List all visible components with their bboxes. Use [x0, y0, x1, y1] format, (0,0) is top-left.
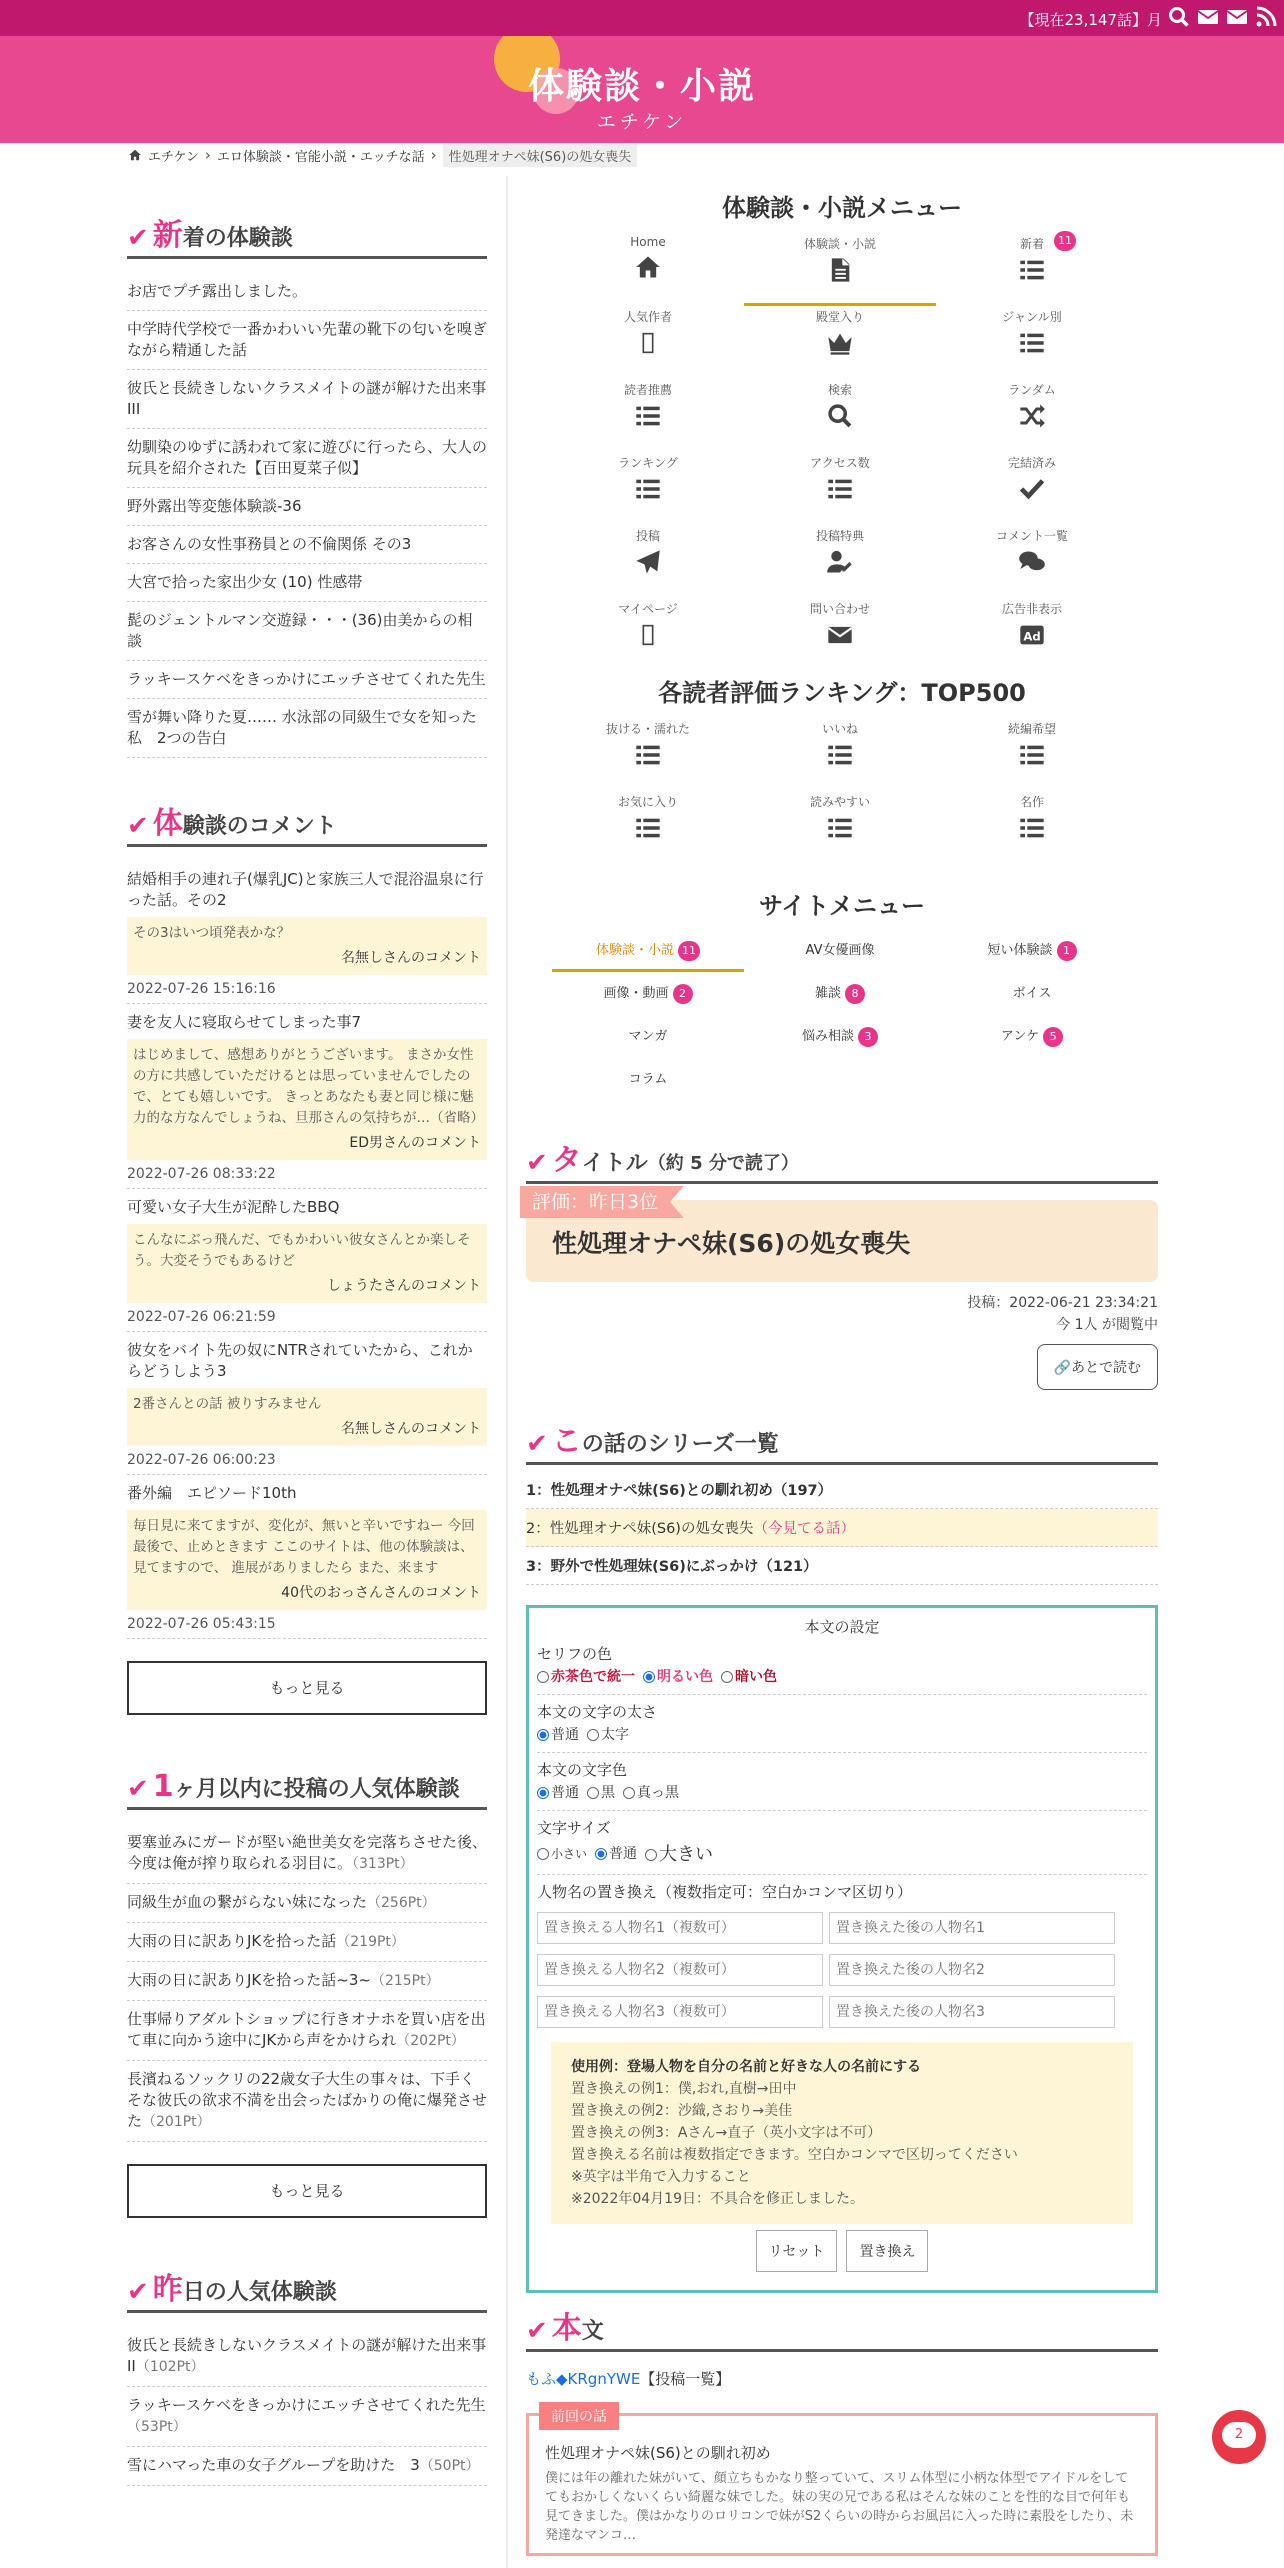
menu-item-label: いいね [821, 722, 858, 736]
usage-help [551, 2042, 1133, 2224]
list-icon [634, 814, 662, 842]
count-badge: 2 [673, 984, 693, 1004]
author-posts-link[interactable]: 【投稿一覧】 [640, 2370, 731, 2388]
menu-item[interactable] [552, 306, 744, 379]
menu-item-label: 投稿 [635, 529, 660, 543]
story-link[interactable]: ラッキースケベをきっかけにエッチさせてくれた先生 [127, 661, 487, 699]
font-color-option[interactable]: 黒 [587, 1782, 615, 1802]
usage-line: ※英字は半角で入力すること [571, 2169, 751, 2185]
popular-month-section [127, 1771, 487, 2218]
story-title[interactable]: 大雨の日に訳ありJKを拾った話~3~ [127, 1971, 371, 1989]
mail-icon[interactable] [1196, 5, 1220, 29]
menu-title: 体験談・小説メニュー [722, 194, 962, 222]
comments-section [127, 808, 487, 1715]
apply-replace-button[interactable]: 置き換え [846, 2230, 928, 2272]
comment-body [127, 1039, 487, 1160]
comment-text: はじめまして、感想ありがとうございます。 まさか女性の方に共感していただけるとは思っていませんでしたので、とても嬉しいです。 きっとあなたも妻と同じ様に魅力的な方なんでしょうね、旦那さんの気持ちが…（省略） [133, 1047, 484, 1126]
list-icon [826, 741, 854, 769]
group-label: 人物名の置き換え（複数指定可：空白かコンマ区切り） [537, 1883, 913, 1901]
replace-to-input[interactable] [829, 1912, 1115, 1944]
font-size-group [537, 1811, 1147, 1875]
heading-initial: 体 [152, 806, 183, 841]
popular-story-link[interactable] [127, 1962, 487, 2001]
story-points: （53Pt） [127, 2419, 187, 2435]
font-size-option[interactable]: 普通 [595, 1843, 637, 1863]
site-menu-item[interactable] [552, 972, 744, 1015]
site-menu-label: 短い体験談 [987, 943, 1053, 958]
popular-story-link[interactable] [127, 2387, 487, 2447]
site-menu-label: 画像・動画 [603, 986, 669, 1001]
group-label: 本文の文字の太さ [537, 1703, 658, 1721]
section-heading: 文 [581, 2319, 604, 2344]
series-item[interactable] [526, 1471, 1158, 1509]
site-menu-item[interactable] [936, 1015, 1128, 1058]
menu-item-label: お気に入り [617, 795, 678, 809]
site-title[interactable]: 体験談・小説 [527, 66, 756, 107]
comment-story-link[interactable]: 妻を友人に寝取らせてしまった事7 [127, 1013, 362, 1031]
menu-item-label: 抜ける・濡れた [605, 722, 690, 736]
comment-author: 名無しさんのコメント [341, 1421, 481, 1437]
series-section [526, 1426, 1158, 1585]
usage-line: ※2022年04月19日：不具合を修正しました。 [571, 2191, 864, 2207]
comment-item [127, 1189, 487, 1332]
comment-item [127, 1475, 487, 1639]
popular-story-link[interactable] [127, 2001, 487, 2061]
comment-item [127, 861, 487, 1004]
replace-from-input[interactable] [537, 1996, 823, 2028]
section-heading: イトル [581, 1151, 648, 1176]
story-title: 性処理オナペ妹(S6)の処女喪失 [552, 1229, 911, 1258]
story-title[interactable]: 彼氏と長続きしないクラスメイトの謎が解けた出来事II [127, 2336, 487, 2375]
search-icon [826, 402, 854, 430]
box-icon [634, 329, 662, 357]
story-link[interactable]: 幼馴染のゆずに誘われて家に遊びに行ったら、大人の玩具を紹介された【百田夏菜子似】 [127, 429, 487, 488]
count-badge: 11 [1054, 231, 1076, 251]
site-menu-title: サイトメニュー [758, 892, 926, 920]
popular-story-link[interactable] [127, 1824, 487, 1884]
paperclip-icon: 🔗 [1053, 1360, 1071, 1376]
menu-item[interactable] [552, 718, 744, 791]
reset-button[interactable]: リセット [756, 2230, 838, 2272]
menu-item-label: 名作 [1019, 795, 1044, 809]
heading-initial: こ [551, 1424, 582, 1459]
menu-item[interactable] [744, 791, 936, 864]
site-header [0, 36, 1284, 143]
section-heading: の話のシリーズ一覧 [581, 1432, 779, 1457]
comment-text: 毎日見に来てますが、変化が、無いと辛いですねー 今回最後で、止めときます ここのサイトは、他の体験談は、見てますので、 進展がありましたら また、来ます [133, 1518, 475, 1576]
font-color-option[interactable]: 普通 [537, 1782, 579, 1802]
read-later-label: あとで読む [1071, 1360, 1141, 1376]
list-icon [634, 475, 662, 503]
check-icon: ✔ [127, 2277, 149, 2307]
story-title[interactable]: 仕事帰りアダルトショップに行きオナホを買い店を出て車に向かう途中にJKから声をかけられ [127, 2010, 486, 2049]
menu-item-label: 殿堂入り [815, 310, 864, 324]
comment-author: ED男さんのコメント [349, 1135, 481, 1151]
comment-author: しょうたさんのコメント [327, 1278, 481, 1294]
heading-initial: 新 [152, 218, 183, 253]
user-edit-icon [826, 548, 854, 576]
series-title[interactable]: 1：性処理オナペ妹(S6)との馴れ初め（197） [526, 1483, 833, 1499]
menu-item-label: 完結済み [1007, 456, 1056, 470]
check-icon: ✔ [526, 1429, 548, 1459]
menu-item[interactable] [936, 306, 1128, 379]
more-comments-button[interactable]: もっと見る [127, 1661, 487, 1715]
main-content [526, 176, 1158, 2556]
site-menu-item[interactable] [936, 972, 1128, 1015]
site-menu-label: ボイス [1012, 986, 1052, 1001]
menu-item-label: アクセス数 [810, 456, 870, 470]
list-icon [826, 475, 854, 503]
replace-to-input[interactable] [829, 1954, 1115, 1986]
comment-date: 2022-07-26 05:43:15 [127, 1616, 276, 1632]
popular-story-link[interactable] [127, 1923, 487, 1962]
comment-story-link[interactable]: 結婚相手の連れ子(爆乳JC)と家族三人で混浴温泉に行った話。その2 [127, 870, 484, 909]
menu-item[interactable] [552, 452, 744, 525]
serif-color-option[interactable]: 明るい色 [643, 1666, 713, 1686]
usage-line: 置き換える名前は複数指定できます。空白かコンマで区切ってください [571, 2147, 1018, 2163]
comment-text: 2番さんとの話 被りすみません [133, 1396, 322, 1412]
menu-item[interactable] [744, 525, 936, 598]
menu-item[interactable] [744, 452, 936, 525]
series-item[interactable] [526, 1509, 1158, 1547]
menu-item-label: ジャンル別 [1002, 310, 1062, 324]
check-icon [1018, 475, 1046, 503]
count-badge: 3 [858, 1027, 878, 1047]
author-link[interactable]: もふ◆KRgnYWE [526, 2370, 641, 2388]
chevron-right-icon: › [204, 146, 211, 164]
usage-heading: 使用例：登場人物を自分の名前と好きな人の名前にする [571, 2059, 921, 2075]
read-later-button[interactable] [1037, 1344, 1158, 1390]
comment-story-link[interactable]: 番外編 エピソード10th [127, 1484, 297, 1502]
previous-story-box[interactable] [526, 2409, 1158, 2556]
serif-color-option[interactable]: 暗い色 [721, 1666, 777, 1686]
story-link[interactable]: 野外露出等変態体験談-36 [127, 488, 487, 526]
font-weight-option[interactable]: 普通 [537, 1724, 579, 1744]
column-divider [506, 176, 508, 2568]
site-menu-label: コラム [628, 1072, 668, 1087]
check-icon: ✔ [127, 811, 149, 841]
chat-count: 2 [1222, 2422, 1256, 2448]
menu-item[interactable] [936, 525, 1128, 598]
comment-body [127, 1224, 487, 1303]
story-title-box [526, 1191, 1158, 1282]
usage-line: 置き換えの例2：沙織,さおり→美佳 [571, 2103, 793, 2119]
comment-body [127, 1510, 487, 1610]
menu-item-label: マイページ [618, 602, 678, 616]
menu-item-label: 新着 [1019, 237, 1044, 251]
site-menu-item[interactable] [744, 929, 936, 972]
heading-initial: タ [551, 1143, 582, 1178]
body-section [526, 2313, 1158, 2556]
comment-text: その3はいつ頃発表かな？ [133, 925, 291, 941]
popular-story-link[interactable] [127, 2447, 487, 2486]
list-icon [634, 402, 662, 430]
count-badge: 8 [845, 984, 865, 1004]
settings-title: 本文の設定 [804, 1618, 880, 1636]
list-icon [1018, 256, 1046, 284]
group-label: 文字サイズ [537, 1819, 611, 1837]
menu-item-label: 投稿特典 [815, 529, 864, 543]
previous-story-title[interactable]: 性処理オナペ妹(S6)との馴れ初め [545, 2444, 771, 2462]
site-menu-item[interactable] [552, 929, 744, 972]
count-badge: 1 [1057, 941, 1077, 961]
check-icon: ✔ [127, 1774, 149, 1804]
section-heading: 験談のコメント [182, 814, 337, 839]
menu-item-label: 読者推薦 [623, 383, 672, 397]
site-subtitle: エチケン [596, 111, 688, 133]
previous-story-tag: 前回の話 [539, 2402, 619, 2430]
chevron-right-icon: › [430, 146, 437, 164]
replace-to-input[interactable] [829, 1996, 1115, 2028]
story-title[interactable]: 要塞並みにガードが堅い絶世美女を完落ちさせた後、今度は俺が搾り取られる羽目に。 [127, 1833, 488, 1872]
serif-color-option[interactable]: 赤茶色で統一 [537, 1666, 635, 1686]
story-points: （215Pt） [370, 1973, 440, 1989]
title-section [526, 1145, 1158, 1390]
rss-icon[interactable] [1254, 5, 1278, 29]
comment-date: 2022-07-26 06:00:23 [127, 1452, 276, 1468]
menu-item[interactable] [552, 525, 744, 598]
menu-item[interactable] [744, 379, 936, 452]
comment-date: 2022-07-26 15:16:16 [127, 981, 276, 997]
home-icon [634, 253, 662, 281]
current-marker: （今見てる話） [753, 1521, 855, 1537]
story-link[interactable]: 髭のジェントルマン交遊録・・・(36)由美からの相談 [127, 602, 487, 661]
crown-icon [826, 329, 854, 357]
font-size-option[interactable]: 大きい [645, 1840, 713, 1866]
story-link[interactable]: お店でプチ露出しました。 [127, 273, 487, 311]
site-menu-label: 悩み相談 [801, 1029, 854, 1044]
group-label: 本文の文字色 [537, 1761, 628, 1779]
menu-item-label: コメント一覧 [995, 529, 1068, 543]
site-menu-item[interactable] [936, 929, 1128, 972]
story-count-text: 【現在23,147話】月 [1019, 11, 1162, 29]
comments-icon [1018, 548, 1046, 576]
story-points: （202Pt） [396, 2033, 465, 2049]
menu-item-label: Home [630, 235, 666, 249]
comment-date: 2022-07-26 08:33:22 [127, 1166, 276, 1182]
comment-body [127, 1388, 487, 1446]
site-menu-item[interactable] [552, 1058, 744, 1101]
send-icon [634, 548, 662, 576]
menu-item[interactable] [936, 452, 1128, 525]
comment-date: 2022-07-26 06:21:59 [127, 1309, 276, 1325]
new-stories-section [127, 220, 487, 758]
font-size-option[interactable]: 小さい [537, 1845, 587, 1862]
comment-author: 名無しさんのコメント [341, 950, 481, 966]
breadcrumb [128, 144, 637, 166]
menu-item[interactable] [744, 718, 936, 791]
site-menu-item[interactable] [744, 972, 936, 1015]
comment-body [127, 917, 487, 975]
menu-item[interactable] [936, 379, 1128, 452]
heading-initial: 昨 [152, 2272, 183, 2307]
box-icon [634, 621, 662, 649]
story-link[interactable]: 中学時代学校で一番かわいい先輩の靴下の匂いを嗅ぎながら精通した話 [127, 311, 487, 370]
list-icon [826, 814, 854, 842]
story-points: （50Pt） [419, 2458, 480, 2474]
popular-story-link[interactable] [127, 2327, 487, 2387]
usage-line: 置き換えの例3：Aさん→直子（英小文字は不可） [571, 2125, 882, 2141]
previous-story-excerpt: 僕には年の離れた妹がいて、顔立ちもかなり整っていて、スリム体型に小柄な体型でアイドルをしててもおかしくないくらい綺麗な妹でした。妹の実の兄である私はそんな妹のことを性的な目で何年も見てきました。僕はかなりのロリコンで妹がS2くらいの時からお風呂に入った時に素股をしたり、未発達なマンコ… [545, 2471, 1134, 2543]
series-title[interactable]: 3：野外で性処理妹(S6)にぶっかけ（121） [526, 1559, 818, 1575]
series-title[interactable]: 2：性処理オナペ妹(S6)の処女喪失 [526, 1521, 754, 1537]
site-menu-label: アンケ [1000, 1029, 1040, 1044]
name-replace-group [537, 1875, 1147, 2028]
more-popular-button[interactable]: もっと見る [127, 2164, 487, 2218]
comment-story-link[interactable]: 彼女をバイト先の奴にNTRされていたから、これからどうしよう3 [127, 1341, 473, 1380]
check-icon: ✔ [127, 223, 149, 253]
story-points: （201Pt） [142, 2114, 211, 2130]
font-weight-option[interactable]: 太字 [587, 1724, 629, 1744]
menu-item-label: ランダム [1008, 383, 1056, 397]
story-points: （313Pt） [352, 1856, 414, 1872]
site-menu-item[interactable] [552, 1015, 744, 1058]
menu-item-label: ランキング [618, 456, 678, 470]
replace-from-input[interactable] [537, 1954, 823, 1986]
menu-item[interactable] [936, 233, 1128, 306]
post-date: 投稿：2022-06-21 23:34:21 [967, 1295, 1158, 1311]
story-points: （219Pt） [336, 1934, 405, 1950]
story-points: （256Pt） [367, 1895, 436, 1911]
menu-item-label: 続編希望 [1007, 722, 1056, 736]
font-weight-group [537, 1695, 1147, 1753]
site-menu-item[interactable] [744, 1015, 936, 1058]
comment-text: こんなにぶっ飛んだ、でもかわいい彼女さんとか楽しそう。大変そうでもあるけど [133, 1232, 471, 1269]
popular-story-link[interactable] [127, 2061, 487, 2142]
ranking-title: 各読者評価ランキング：TOP500 [658, 679, 1026, 707]
menu-item[interactable] [552, 379, 744, 452]
shuffle-icon [1018, 402, 1046, 430]
group-label: セリフの色 [537, 1645, 613, 1663]
comment-story-link[interactable]: 可愛い女子大生が泥酔したBBQ [127, 1198, 340, 1216]
story-title[interactable]: 長濱ねるソックリの22歳女子大生の事々は、下手くそな彼氏の欲求不満を出会ったばかりの俺に爆発させた [127, 2070, 488, 2130]
menu-item[interactable] [744, 598, 936, 671]
home-icon [128, 148, 142, 162]
file-icon [826, 256, 854, 284]
breadcrumb-home[interactable]: エチケン [148, 149, 199, 165]
rating-ribbon: 評価：昨日3位 [520, 1186, 670, 1218]
comment-item [127, 1332, 487, 1475]
story-link[interactable]: 雪が舞い降りた夏…… 水泳部の同級生で女を知った私 2つの告白 [127, 699, 487, 758]
menu-item-label: 人気作者 [623, 310, 672, 324]
text-settings-panel [526, 1605, 1158, 2293]
list-icon [634, 741, 662, 769]
replace-from-input[interactable] [537, 1912, 823, 1944]
menu-item[interactable] [552, 598, 744, 671]
heading-initial: 本 [551, 2311, 582, 2346]
top-bar [0, 0, 1284, 36]
comment-item [127, 1004, 487, 1189]
ad-icon [1018, 621, 1046, 649]
check-icon: ✔ [526, 1148, 548, 1178]
menu-item[interactable] [936, 718, 1128, 791]
count-badge: 11 [678, 941, 700, 961]
count-badge: 5 [1043, 1027, 1063, 1047]
section-heading: 日の人気体験談 [182, 2280, 337, 2305]
check-icon: ✔ [526, 2316, 548, 2346]
site-menu-label: 体験談・小説 [595, 943, 674, 958]
search-icon[interactable] [1167, 5, 1191, 29]
section-heading: 着の体験談 [182, 226, 293, 251]
menu-item[interactable] [744, 306, 936, 379]
popular-yesterday-section [127, 2274, 487, 2486]
story-title[interactable]: ラッキースケベをきっかけにエッチさせてくれた先生 [127, 2396, 486, 2414]
story-link[interactable]: 彼氏と長続きしないクラスメイトの謎が解けた出来事III [127, 370, 487, 429]
menu-item-label: 広告非表示 [1001, 602, 1062, 616]
menu-item[interactable] [744, 233, 936, 306]
series-item[interactable] [526, 1547, 1158, 1585]
menu-item-label: 読みやすい [809, 795, 870, 809]
site-menu-label: AV女優画像 [805, 943, 875, 958]
site-menu-label: マンガ [628, 1029, 668, 1044]
reading-time: （約 5 分で読了） [647, 1153, 799, 1174]
story-link[interactable]: お客さんの女性事務員との不倫関係 その3 [127, 526, 487, 564]
sidebar [127, 220, 487, 2542]
list-icon [1018, 329, 1046, 357]
story-link[interactable]: 大宮で拾った家出少女 (10) 性感帯 [127, 564, 487, 602]
viewer-count: 今 1人 が閲覧中 [1056, 1317, 1158, 1333]
chat-button[interactable] [1212, 2410, 1266, 2464]
serif-color-group [537, 1637, 1147, 1695]
usage-line: 置き換えの例1：僕,おれ,直樹→田中 [571, 2081, 797, 2097]
mail-icon[interactable] [1225, 5, 1249, 29]
menu-item[interactable] [552, 791, 744, 864]
menu-item[interactable] [552, 233, 744, 306]
menu-item-label: 検索 [827, 383, 852, 397]
menu-item[interactable] [936, 598, 1128, 671]
heading-initial: 1 [152, 1769, 174, 1804]
story-title[interactable]: 大雨の日に訳ありJKを拾った話 [127, 1932, 337, 1950]
story-title[interactable]: 同級生が血の繋がらない妹になった [127, 1893, 368, 1911]
breadcrumb-current: 性処理オナペ妹(S6)の処女喪失 [443, 144, 638, 167]
menu-item[interactable] [936, 791, 1128, 864]
mail-icon [826, 621, 854, 649]
story-points: （102Pt） [135, 2359, 205, 2375]
popular-story-link[interactable] [127, 1884, 487, 1923]
menu-item-label: 問い合わせ [809, 602, 870, 616]
section-heading: ヶ月以内に投稿の人気体験談 [173, 1777, 460, 1802]
breadcrumb-category[interactable]: エロ体験談・官能小説・エッチな話 [216, 149, 425, 165]
story-title[interactable]: 雪にハマった車の女子グループを助けた 3 [127, 2456, 420, 2474]
list-icon [1018, 741, 1046, 769]
list-icon [1018, 814, 1046, 842]
menu-item-label: 体験談・小説 [803, 237, 876, 251]
comment-author: 40代のおっさんさんのコメント [281, 1585, 481, 1601]
font-color-group [537, 1753, 1147, 1811]
site-menu-label: 雑談 [814, 986, 841, 1001]
font-color-option[interactable]: 真っ黒 [623, 1782, 679, 1802]
